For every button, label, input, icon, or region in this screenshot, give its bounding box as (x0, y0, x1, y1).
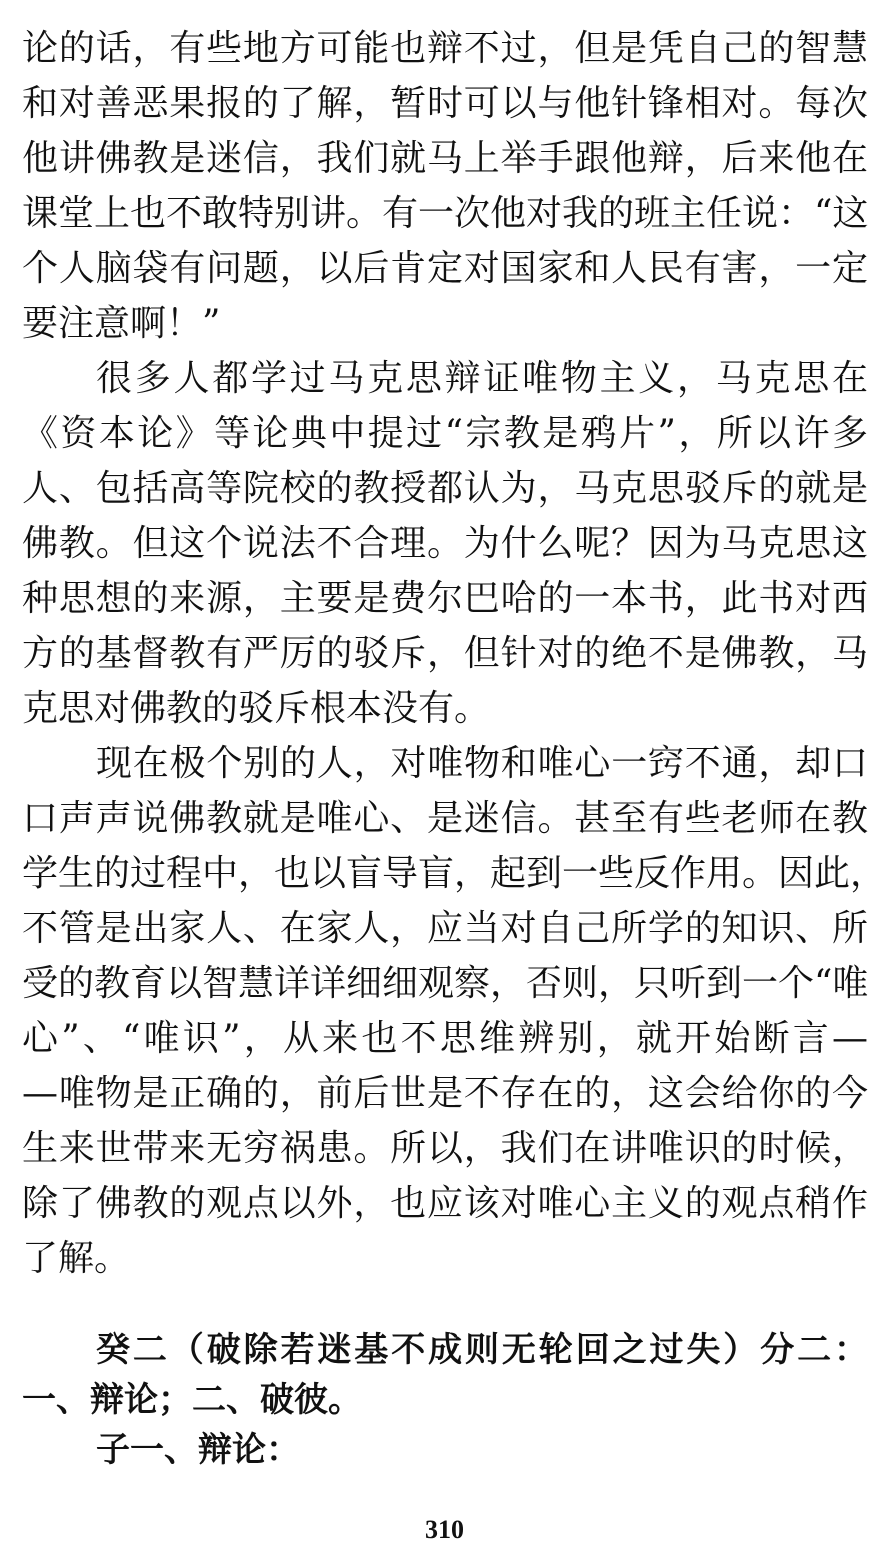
paragraph-first-line: 现在极个别的人，对唯物和唯心一窍不通，却口 (96, 743, 868, 784)
section-heading: 癸二（破除若迷基不成则无轮回之过失）分二： (96, 1330, 868, 1370)
body-text-line: 课堂上也不敢特别讲。有一次他对我的班主任说：“这 (22, 193, 869, 234)
body-text-line: 要注意啊！” (22, 303, 221, 344)
body-text-line: 受的教育以智慧详详细细观察，否则，只听到一个“唯 (22, 963, 869, 1004)
body-text-line: 生来世带来无穷祸患。所以，我们在讲唯识的时候， (22, 1128, 868, 1169)
subsection-heading: 子一、辩论： (96, 1430, 300, 1470)
body-text-line: 佛教。但这个说法不合理。为什么呢？因为马克思这 (22, 523, 868, 564)
body-text-line: 口声声说佛教就是唯心、是迷信。甚至有些老师在教 (22, 798, 868, 839)
body-text-line: 论的话，有些地方可能也辩不过，但是凭自己的智慧 (22, 28, 868, 69)
body-text-line: 克思对佛教的驳斥根本没有。 (22, 688, 491, 729)
body-text-line: 除了佛教的观点以外，也应该对唯心主义的观点稍作 (22, 1183, 868, 1224)
body-text-line: 学生的过程中，也以盲导盲，起到一些反作用。因此， (22, 853, 887, 894)
body-text-line: 心”、“唯识”，从来也不思维辨别，就开始断言— (22, 1018, 868, 1059)
body-text-line: 方的基督教有严厉的驳斥，但针对的绝不是佛教，马 (22, 633, 868, 674)
body-text-line: 人、包括高等院校的教授都认为，马克思驳斥的就是 (22, 468, 868, 509)
body-text-line: 《资本论》等论典中提过“宗教是鸦片”，所以许多 (22, 413, 868, 454)
body-text-line: —唯物是正确的，前后世是不存在的，这会给你的今 (22, 1073, 868, 1114)
body-text-line: 和对善恶果报的了解，暂时可以与他针锋相对。每次 (22, 83, 868, 124)
body-text-line: 个人脑袋有问题，以后肯定对国家和人民有害，一定 (22, 248, 868, 289)
section-heading-continuation: 一、辩论；二、破彼。 (22, 1380, 362, 1420)
body-text-line: 种思想的来源，主要是费尔巴哈的一本书，此书对西 (22, 578, 868, 619)
body-text-line: 了解。 (22, 1238, 131, 1279)
body-text-line: 不管是出家人、在家人，应当对自己所学的知识、所 (22, 908, 868, 949)
page-number: 310 (425, 1515, 464, 1544)
body-text-line: 他讲佛教是迷信，我们就马上举手跟他辩，后来他在 (22, 138, 868, 179)
paragraph-first-line: 很多人都学过马克思辩证唯物主义，马克思在 (96, 358, 868, 399)
